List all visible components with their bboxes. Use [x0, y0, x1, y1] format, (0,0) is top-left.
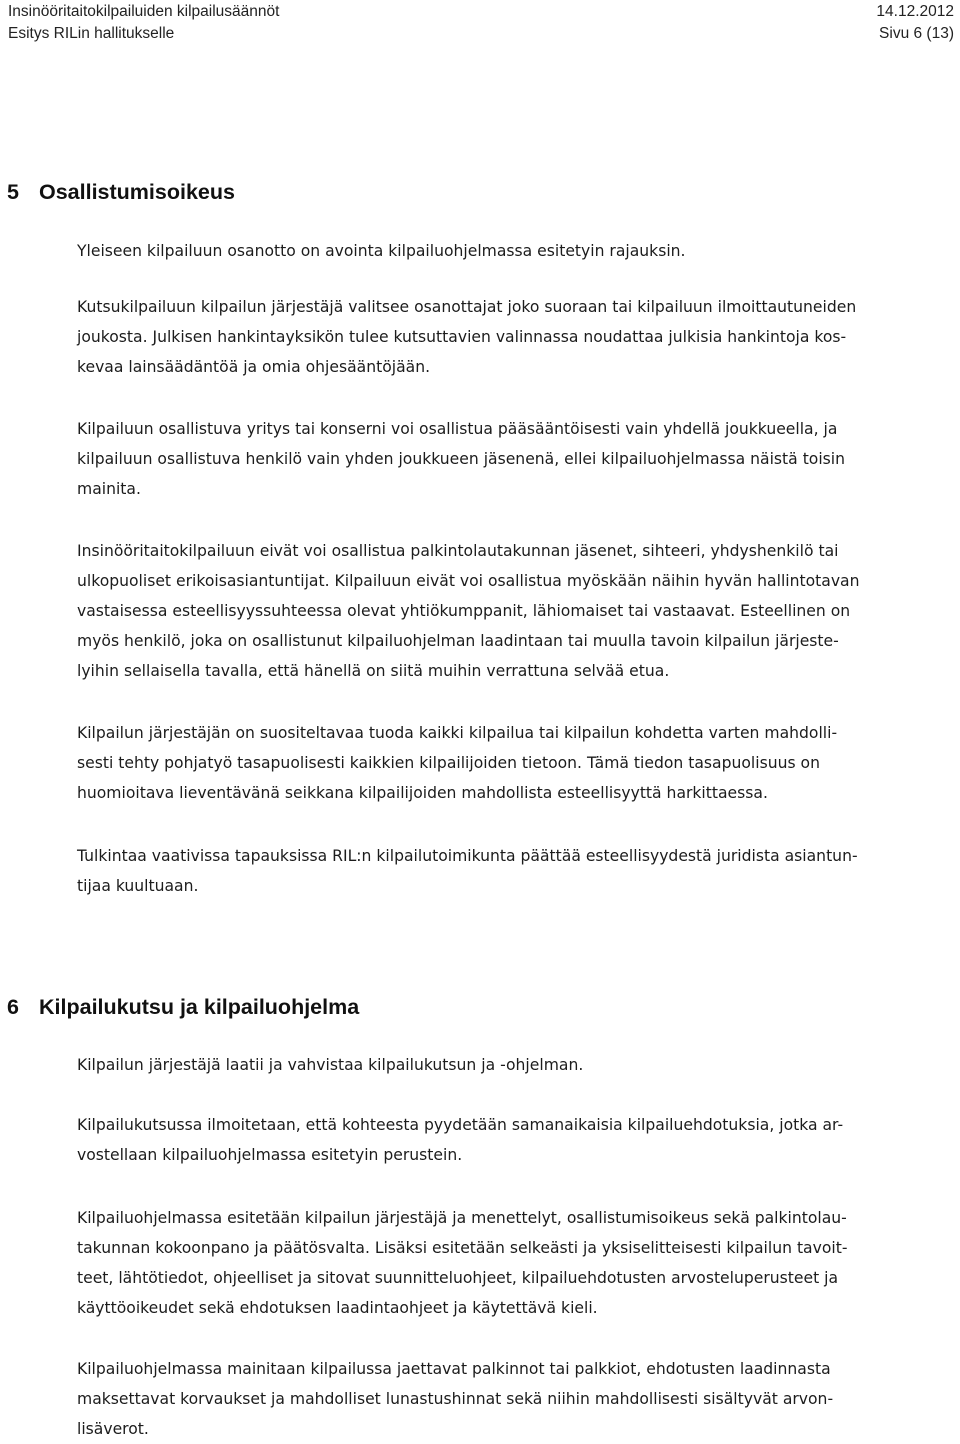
text-line: vostellaan kilpailuohjelmassa esitetyin perustein.: [77, 1146, 463, 1164]
text-line: Yleiseen kilpailuun osanotto on avointa kilpailuohjelmassa esitetyin rajauksin.: [77, 242, 686, 260]
section-heading-6: [7, 995, 359, 1020]
text-line: lisäverot.: [77, 1420, 149, 1438]
paragraph: [77, 1354, 927, 1444]
paragraph: [77, 1050, 927, 1080]
text-line: Kilpailun järjestäjän on suositeltavaa tuoda kaikki kilpailua tai kilpailun kohdetta varten mahdolli-: [77, 724, 838, 742]
section-number: 6: [7, 995, 19, 1019]
text-line: Kutsukilpailuun kilpailun järjestäjä valitsee osanottajat joko suoraan tai kilpailuun ilmoittautuneiden: [77, 298, 857, 316]
paragraph: [77, 718, 927, 808]
text-line: takunnan kokoonpano ja päätösvalta. Lisäksi esitetään selkeästi ja yksiselitteisesti kilpailun tavoit-: [77, 1239, 848, 1257]
text-line: lyihin sellaisella tavalla, että hänellä on siitä muihin verrattuna selvää etua.: [77, 662, 670, 680]
section-title: Kilpailukutsu ja kilpailuohjelma: [39, 995, 360, 1019]
paragraph: [77, 414, 927, 504]
text-line: ulkopuoliset erikoisasiantuntijat. Kilpailuun eivät voi osallistua myöskään näihin hyvän hallintotavan: [77, 572, 860, 590]
header-document-subtitle: Esitys RILin hallitukselle: [8, 25, 175, 42]
text-line: Kilpailuun osallistuva yritys tai konserni voi osallistua pääsääntöisesti vain yhdellä joukkueella, ja: [77, 420, 838, 438]
header-page-number: Sivu 6 (13): [879, 25, 954, 42]
text-line: Tulkintaa vaativissa tapauksissa RIL:n kilpailutoimikunta päättää esteellisyydestä juridista asiantun-: [77, 847, 858, 865]
paragraph: [77, 292, 927, 382]
text-line: tijaa kuultuaan.: [77, 877, 199, 895]
paragraph: [77, 841, 927, 901]
text-line: kevaa lainsäädäntöä ja omia ohjesääntöjään.: [77, 358, 431, 376]
paragraph: [77, 236, 927, 266]
text-line: teet, lähtötiedot, ohjeelliset ja sitovat suunnitteluohjeet, kilpailuehdotusten arvosteluperusteet ja: [77, 1269, 839, 1287]
header-document-title: Insinööritaitokilpailuiden kilpailusäännöt: [8, 3, 280, 20]
text-line: mainita.: [77, 480, 141, 498]
text-line: joukosta. Julkisen hankintayksikön tulee kutsuttavien valinnassa noudattaa julkisia hankintoja kos-: [77, 328, 847, 346]
header-date: 14.12.2012: [876, 3, 954, 20]
text-line: Kilpailuohjelmassa mainitaan kilpailussa jaettavat palkinnot tai palkkiot, ehdotusten laadinnasta: [77, 1360, 831, 1378]
text-line: vastaisessa esteellisyyssuhteessa olevat yhtiökumppanit, lähiomaiset tai vastaavat. Esteellinen on: [77, 602, 851, 620]
section-title: Osallistumisoikeus: [39, 180, 235, 204]
text-line: kilpailuun osallistuva henkilö vain yhden joukkueen jäsenenä, ellei kilpailuohjelmassa näistä toisin: [77, 450, 846, 468]
text-line: Kilpailuohjelmassa esitetään kilpailun järjestäjä ja menettelyt, osallistumisoikeus sekä palkintolau-: [77, 1209, 847, 1227]
paragraph: [77, 1203, 927, 1323]
text-line: Kilpailukutsussa ilmoitetaan, että kohteesta pyydetään samanaikaisia kilpailuehdotuksia, jotka ar-: [77, 1116, 844, 1134]
text-line: myös henkilö, joka on osallistunut kilpailuohjelman laadintaan tai muulla tavoin kilpailun järjeste-: [77, 632, 839, 650]
section-number: 5: [7, 180, 19, 204]
paragraph: [77, 1110, 927, 1170]
text-line: huomioitava lieventävänä seikkana kilpailijoiden mahdollista esteellisyyttä harkittaessa.: [77, 784, 768, 802]
paragraph: [77, 536, 927, 686]
text-line: sesti tehty pohjatyö tasapuolisesti kaikkien kilpailijoiden tietoon. Tämä tiedon tasapuolisuus on: [77, 754, 820, 772]
text-line: käyttöoikeudet sekä ehdotuksen laadintaohjeet ja käytettävä kieli.: [77, 1299, 598, 1317]
text-line: Insinööritaitokilpailuun eivät voi osallistua palkintolautakunnan jäsenet, sihteeri, yhdyshenkilö tai: [77, 542, 839, 560]
section-heading-5: [7, 180, 235, 205]
text-line: maksettavat korvaukset ja mahdolliset lunastushinnat sekä niihin mahdollisesti sisältyvät arvon-: [77, 1390, 834, 1408]
text-line: Kilpailun järjestäjä laatii ja vahvistaa kilpailukutsun ja -ohjelman.: [77, 1056, 584, 1074]
